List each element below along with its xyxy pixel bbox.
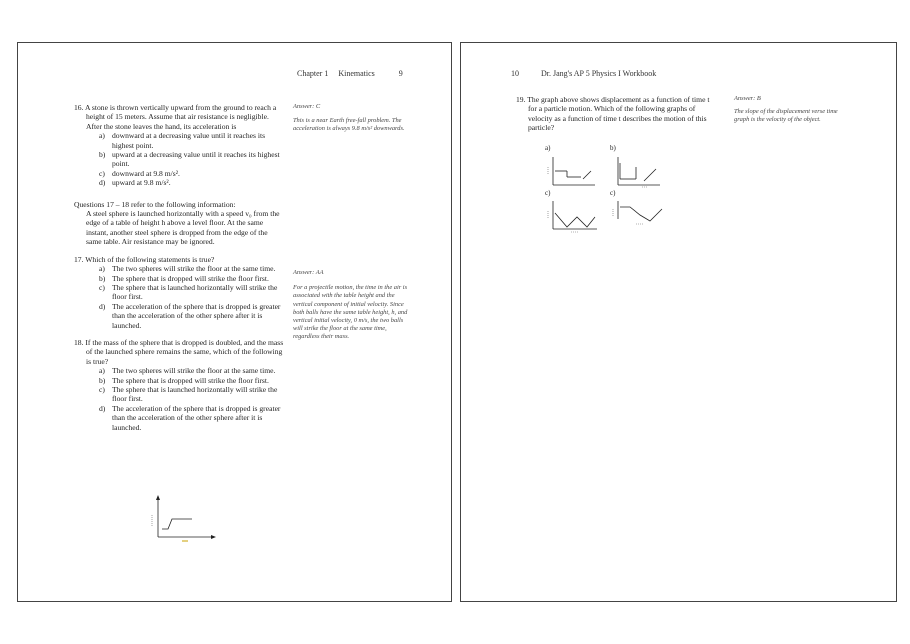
info-lead: Questions 17 – 18 refer to the following information: xyxy=(74,199,236,209)
question-19 xyxy=(516,95,716,133)
question-16-option-b: b) upward at a decreasing value until it reaches its highest point. xyxy=(99,150,280,169)
chapter-label: Chapter 1 xyxy=(297,69,329,78)
answer-17-label: Answer: AA xyxy=(293,269,324,276)
velocity-graph-d xyxy=(610,199,666,235)
question-17-stem: 17. Which of the following statements is true? xyxy=(74,254,215,264)
question-18-stem: 18. If the mass of the sphere that is dropped is doubled, and the mass of the launched sphere remains the same, which of the following is true? xyxy=(74,337,284,366)
question-17 xyxy=(74,255,284,330)
answer-16-block xyxy=(293,103,408,134)
question-16-stem: 16. A stone is thrown vertically upward from the ground to reach a height of 15 meters. Assume that air resistance is negligible. After the stone leaves the hand, its acceleration is xyxy=(74,103,277,131)
page-number: 10 xyxy=(511,69,519,78)
question-18-option-d: d) The acceleration of the sphere that is dropped is greater than the acceleration of the other sphere after it is launched. xyxy=(99,403,281,432)
question-18-option-b: b) The sphere that is dropped will strike the floor first. xyxy=(99,375,269,385)
page-number: 9 xyxy=(398,69,403,78)
velocity-graph-a xyxy=(545,153,601,189)
right-page xyxy=(460,42,897,602)
question-17-option-a: a) The two spheres will strike the floor at the same time. xyxy=(99,264,276,274)
question-18-option-a: a) The two spheres will strike the floor at the same time. xyxy=(99,366,276,376)
graph-c-label: c) xyxy=(545,189,551,197)
answer-19-block xyxy=(734,95,854,125)
question-16-option-d: d) upward at 9.8 m/s². xyxy=(99,178,171,188)
question-17-option-b: b) The sphere that is dropped will strike the floor first. xyxy=(99,273,269,283)
question-16-option-a: a) downward at a decreasing value until it reaches its highest point. xyxy=(99,131,266,150)
left-page-header xyxy=(297,69,403,78)
question-16-option-c: c) downward at 9.8 m/s². xyxy=(99,168,180,178)
book-title: Dr. Jang's AP 5 Physics I Workbook xyxy=(541,69,657,78)
question-19-stem: 19. The graph above shows displacement as a function of time t for a particle motion. Which of the following graphs of velocity as a function of time t describes the motion of this particle? xyxy=(516,95,710,133)
answer-17-explanation: For a projectile motion, the time in the air is associated with the table height and the vertical component of initial velocity. Since both balls have the same table height, h, and vertical initial velocity, 0 m/s, the two balls will strike the floor at the same time, regardless their mass. xyxy=(293,284,408,341)
graph-y-arrow xyxy=(156,495,160,500)
shared-information xyxy=(74,200,284,247)
answer-19-label: Answer: B xyxy=(734,95,761,102)
answer-16-label: Answer: C xyxy=(293,103,321,110)
question-16 xyxy=(74,103,284,188)
graph-d-label: c) xyxy=(610,189,616,197)
velocity-graph-c xyxy=(545,199,601,235)
graph-x-arrow xyxy=(211,535,216,539)
graph-b-label: b) xyxy=(610,144,616,152)
question-18 xyxy=(74,338,284,432)
graph-a-label: a) xyxy=(545,144,551,152)
answer-16-explanation: This is a near Earth free-fall problem. The acceleration is always 9.8 m/s² downwards. xyxy=(293,117,405,133)
question-column xyxy=(74,103,284,432)
chapter-title: Kinematics xyxy=(338,69,375,78)
question-17-option-c: c) The sphere that is launched horizontally will strike the floor first. xyxy=(99,282,278,302)
question-18-option-c: c) The sphere that is launched horizontally will strike the floor first. xyxy=(99,384,278,404)
answer-17-block xyxy=(293,269,408,342)
velocity-graph-b xyxy=(610,153,666,189)
info-text: A steel sphere is launched horizontally with a speed v₀ from the edge of a table of height h above a level floor. At the same instant, another steel sphere is dropped from the edge of the same table. Air resistance may be ignored. xyxy=(86,209,280,247)
answer-19-explanation: The slope of the displacement verse time graph is the velocity of the object. xyxy=(734,108,838,124)
right-page-header xyxy=(511,69,656,78)
question-17-option-d: d) The acceleration of the sphere that is dropped is greater than the acceleration of the other sphere after it is launched. xyxy=(99,301,281,330)
displacement-time-graph xyxy=(144,495,224,543)
left-page xyxy=(17,42,452,602)
graph-curve xyxy=(162,519,192,529)
